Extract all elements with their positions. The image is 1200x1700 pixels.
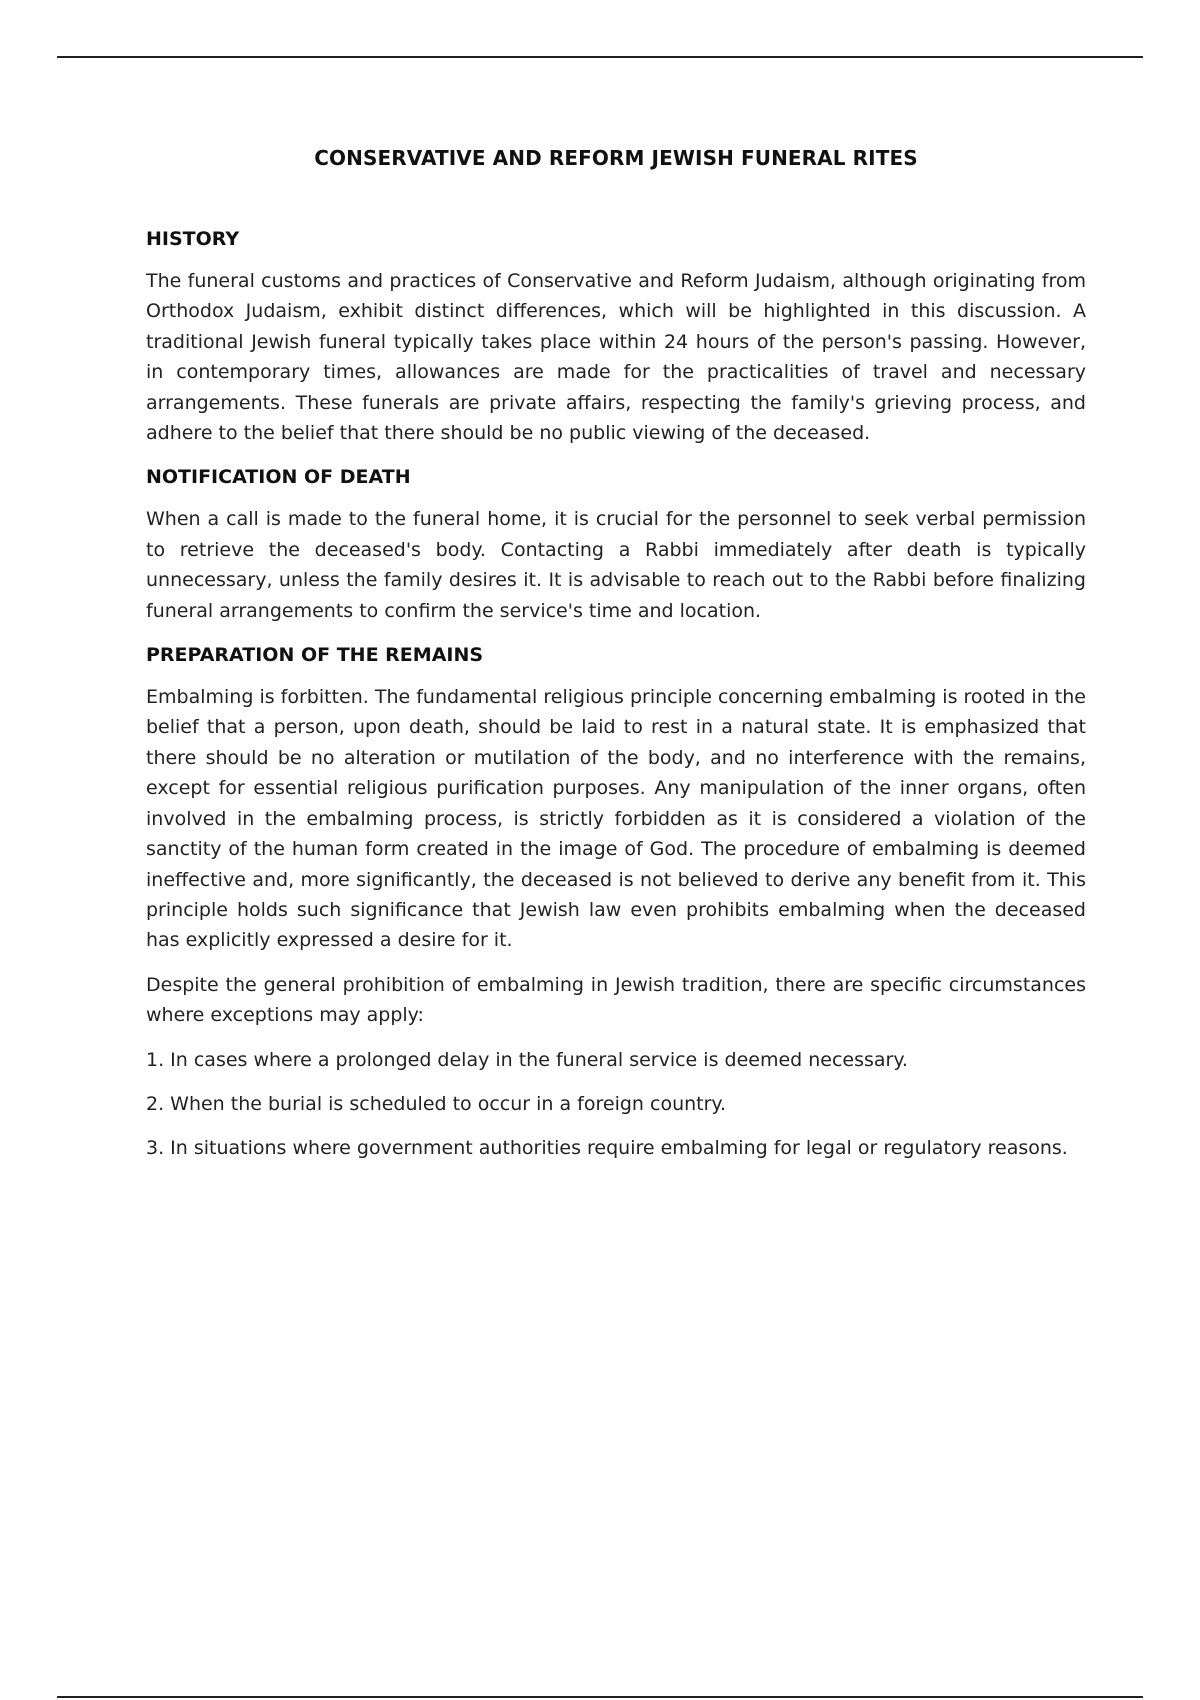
section-heading: PREPARATION OF THE REMAINS	[146, 644, 484, 667]
document-title: CONSERVATIVE AND REFORM JEWISH FUNERAL RITES	[314, 146, 918, 170]
paragraph: Despite the general prohibition of embalming in Jewish tradition, there are specific circumstances where exceptions may apply:	[146, 973, 1086, 1027]
section-history	[146, 224, 1086, 448]
section-heading: HISTORY	[146, 228, 240, 250]
list-item: 1. In cases where a prolonged delay in the funeral service is deemed necessary.	[146, 1048, 908, 1071]
header-rule	[57, 56, 1143, 58]
document-page	[146, 140, 1086, 1178]
list-item: 3. In situations where government authorities require embalming for legal or regulatory reasons.	[146, 1137, 1068, 1160]
section-notification-of-death	[146, 462, 1086, 626]
paragraph: When a call is made to the funeral home, it is crucial for the personnel to seek verbal permission to retrieve the deceased's body. Contacting a Rabbi immediately after death is typically unnecessary, unless the family desires it. It is advisable to reach out to the Rabbi before finalizing funeral arrangements to confirm the service's time and location.	[146, 508, 1086, 622]
paragraph: The funeral customs and practices of Conservative and Reform Judaism, although originating from Orthodox Judaism, exhibit distinct differences, which will be highlighted in this discussion. A traditional Jewish funeral typically takes place within 24 hours of the person's passing. However, in contemporary times, allowances are made for the practicalities of travel and necessary arrangements. These funerals are private affairs, respecting the family's grieving process, and adhere to the belief that there should be no public viewing of the deceased.	[146, 270, 1086, 445]
section-heading: NOTIFICATION OF DEATH	[146, 466, 411, 489]
footer-rule	[57, 1696, 1143, 1698]
paragraph: Embalming is forbitten. The fundamental religious principle concerning embalming is rooted in the belief that a person, upon death, should be laid to rest in a natural state. It is emphasized that there should be no alteration or mutilation of the body, and no interference with the remains, except for essential religious purification purposes. Any manipulation of the inner organs, often involved in the embalming process, is strictly forbidden as it is considered a violation of the sanctity of the human form created in the image of God. The procedure of embalming is deemed ineffective and, more significantly, the deceased is not believed to derive any benefit from it. This principle holds such significance that Jewish law even prohibits embalming when the deceased has explicitly expressed a desire for it.	[146, 686, 1086, 952]
exceptions-list	[146, 1045, 1086, 1164]
list-item: 2. When the burial is scheduled to occur in a foreign country.	[146, 1092, 726, 1115]
section-preparation-of-remains	[146, 640, 1086, 1164]
